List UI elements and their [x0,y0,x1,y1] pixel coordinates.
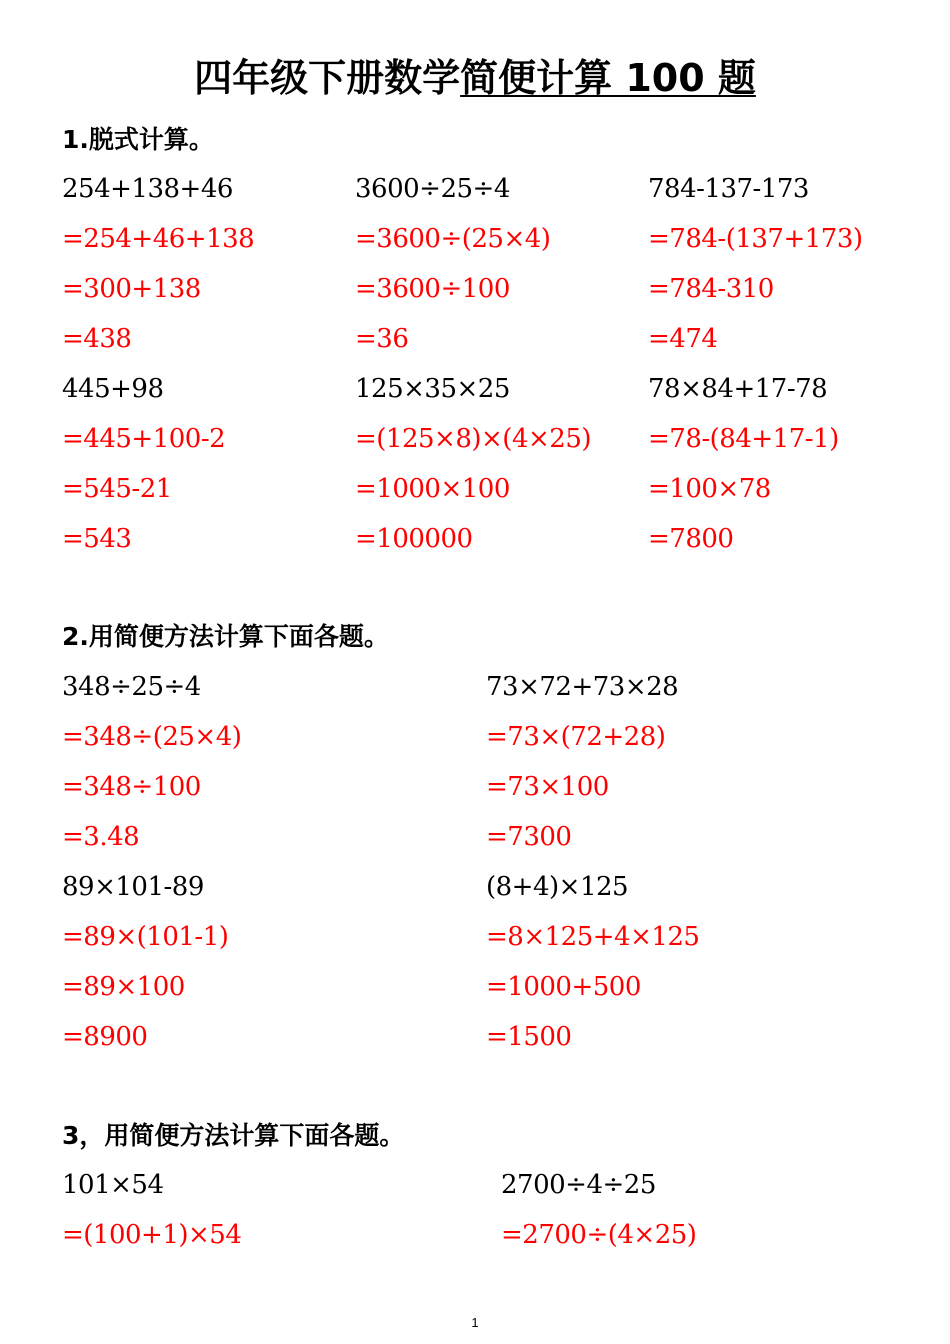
solution-step: =2700÷(4×25) [501,1220,697,1250]
section-1-column-3 [648,164,863,564]
section-1-column-2 [355,164,591,564]
problem-question: 254+138+46 [62,174,233,204]
solution-step: =254+46+138 [62,224,255,254]
solution-result: =3.48 [62,822,140,852]
section-2-column-1 [62,662,241,1062]
solution-step: =1000×100 [355,474,510,504]
section-1-heading: 1.脱式计算。 [62,125,214,154]
solution-result: =36 [355,324,409,354]
solution-step: =3600÷100 [355,274,510,304]
problem-question: 445+98 [62,374,164,404]
solution-result: =100000 [355,524,473,554]
section-2-heading: 2.用简便方法计算下面各题。 [62,622,389,651]
problem-question: 73×72+73×28 [486,672,679,702]
title-underlined: 简便计算 100 题 [460,56,756,100]
solution-result: =543 [62,524,132,554]
solution-result: =1500 [486,1022,572,1052]
solution-step: =784-(137+173) [648,224,863,254]
section-3-heading: 3，用简便方法计算下面各题。 [62,1121,405,1150]
solution-result: =438 [62,324,132,354]
problem-question: (8+4)×125 [486,872,629,902]
solution-step: =1000+500 [486,972,641,1002]
problem-question: 89×101-89 [62,872,204,902]
solution-result: =7800 [648,524,734,554]
solution-step: =(125×8)×(4×25) [355,424,592,454]
solution-step: =89×(101-1) [62,922,229,952]
solution-step: =348÷100 [62,772,201,802]
problem-question: 125×35×25 [355,374,510,404]
problem-question: 348÷25÷4 [62,672,201,702]
solution-step: =545-21 [62,474,172,504]
solution-step: =89×100 [62,972,185,1002]
title-main: 四年级下册数学 [194,56,461,100]
section-3-column-2 [501,1160,696,1260]
solution-step: =348÷(25×4) [62,722,242,752]
solution-step: =445+100-2 [62,424,226,454]
solution-step: =73×(72+28) [486,722,666,752]
problem-question: 3600÷25÷4 [355,174,510,204]
solution-result: =474 [648,324,718,354]
section-3-column-1 [62,1160,241,1260]
section-1-column-1 [62,164,254,564]
solution-result: =7300 [486,822,572,852]
solution-step: =3600÷(25×4) [355,224,551,254]
problem-question: 784-137-173 [648,174,809,204]
solution-step: =(100+1)×54 [62,1220,242,1250]
solution-step: =8×125+4×125 [486,922,700,952]
solution-step: =300+138 [62,274,201,304]
solution-step: =78-(84+17-1) [648,424,839,454]
problem-question: 101×54 [62,1170,164,1200]
page-title [0,50,950,106]
page-number: 1 [471,1315,479,1330]
solution-step: =100×78 [648,474,771,504]
solution-result: =8900 [62,1022,148,1052]
solution-step: =784-310 [648,274,774,304]
section-2-column-2 [486,662,699,1062]
problem-question: 78×84+17-78 [648,374,828,404]
problem-question: 2700÷4÷25 [501,1170,656,1200]
solution-step: =73×100 [486,772,609,802]
